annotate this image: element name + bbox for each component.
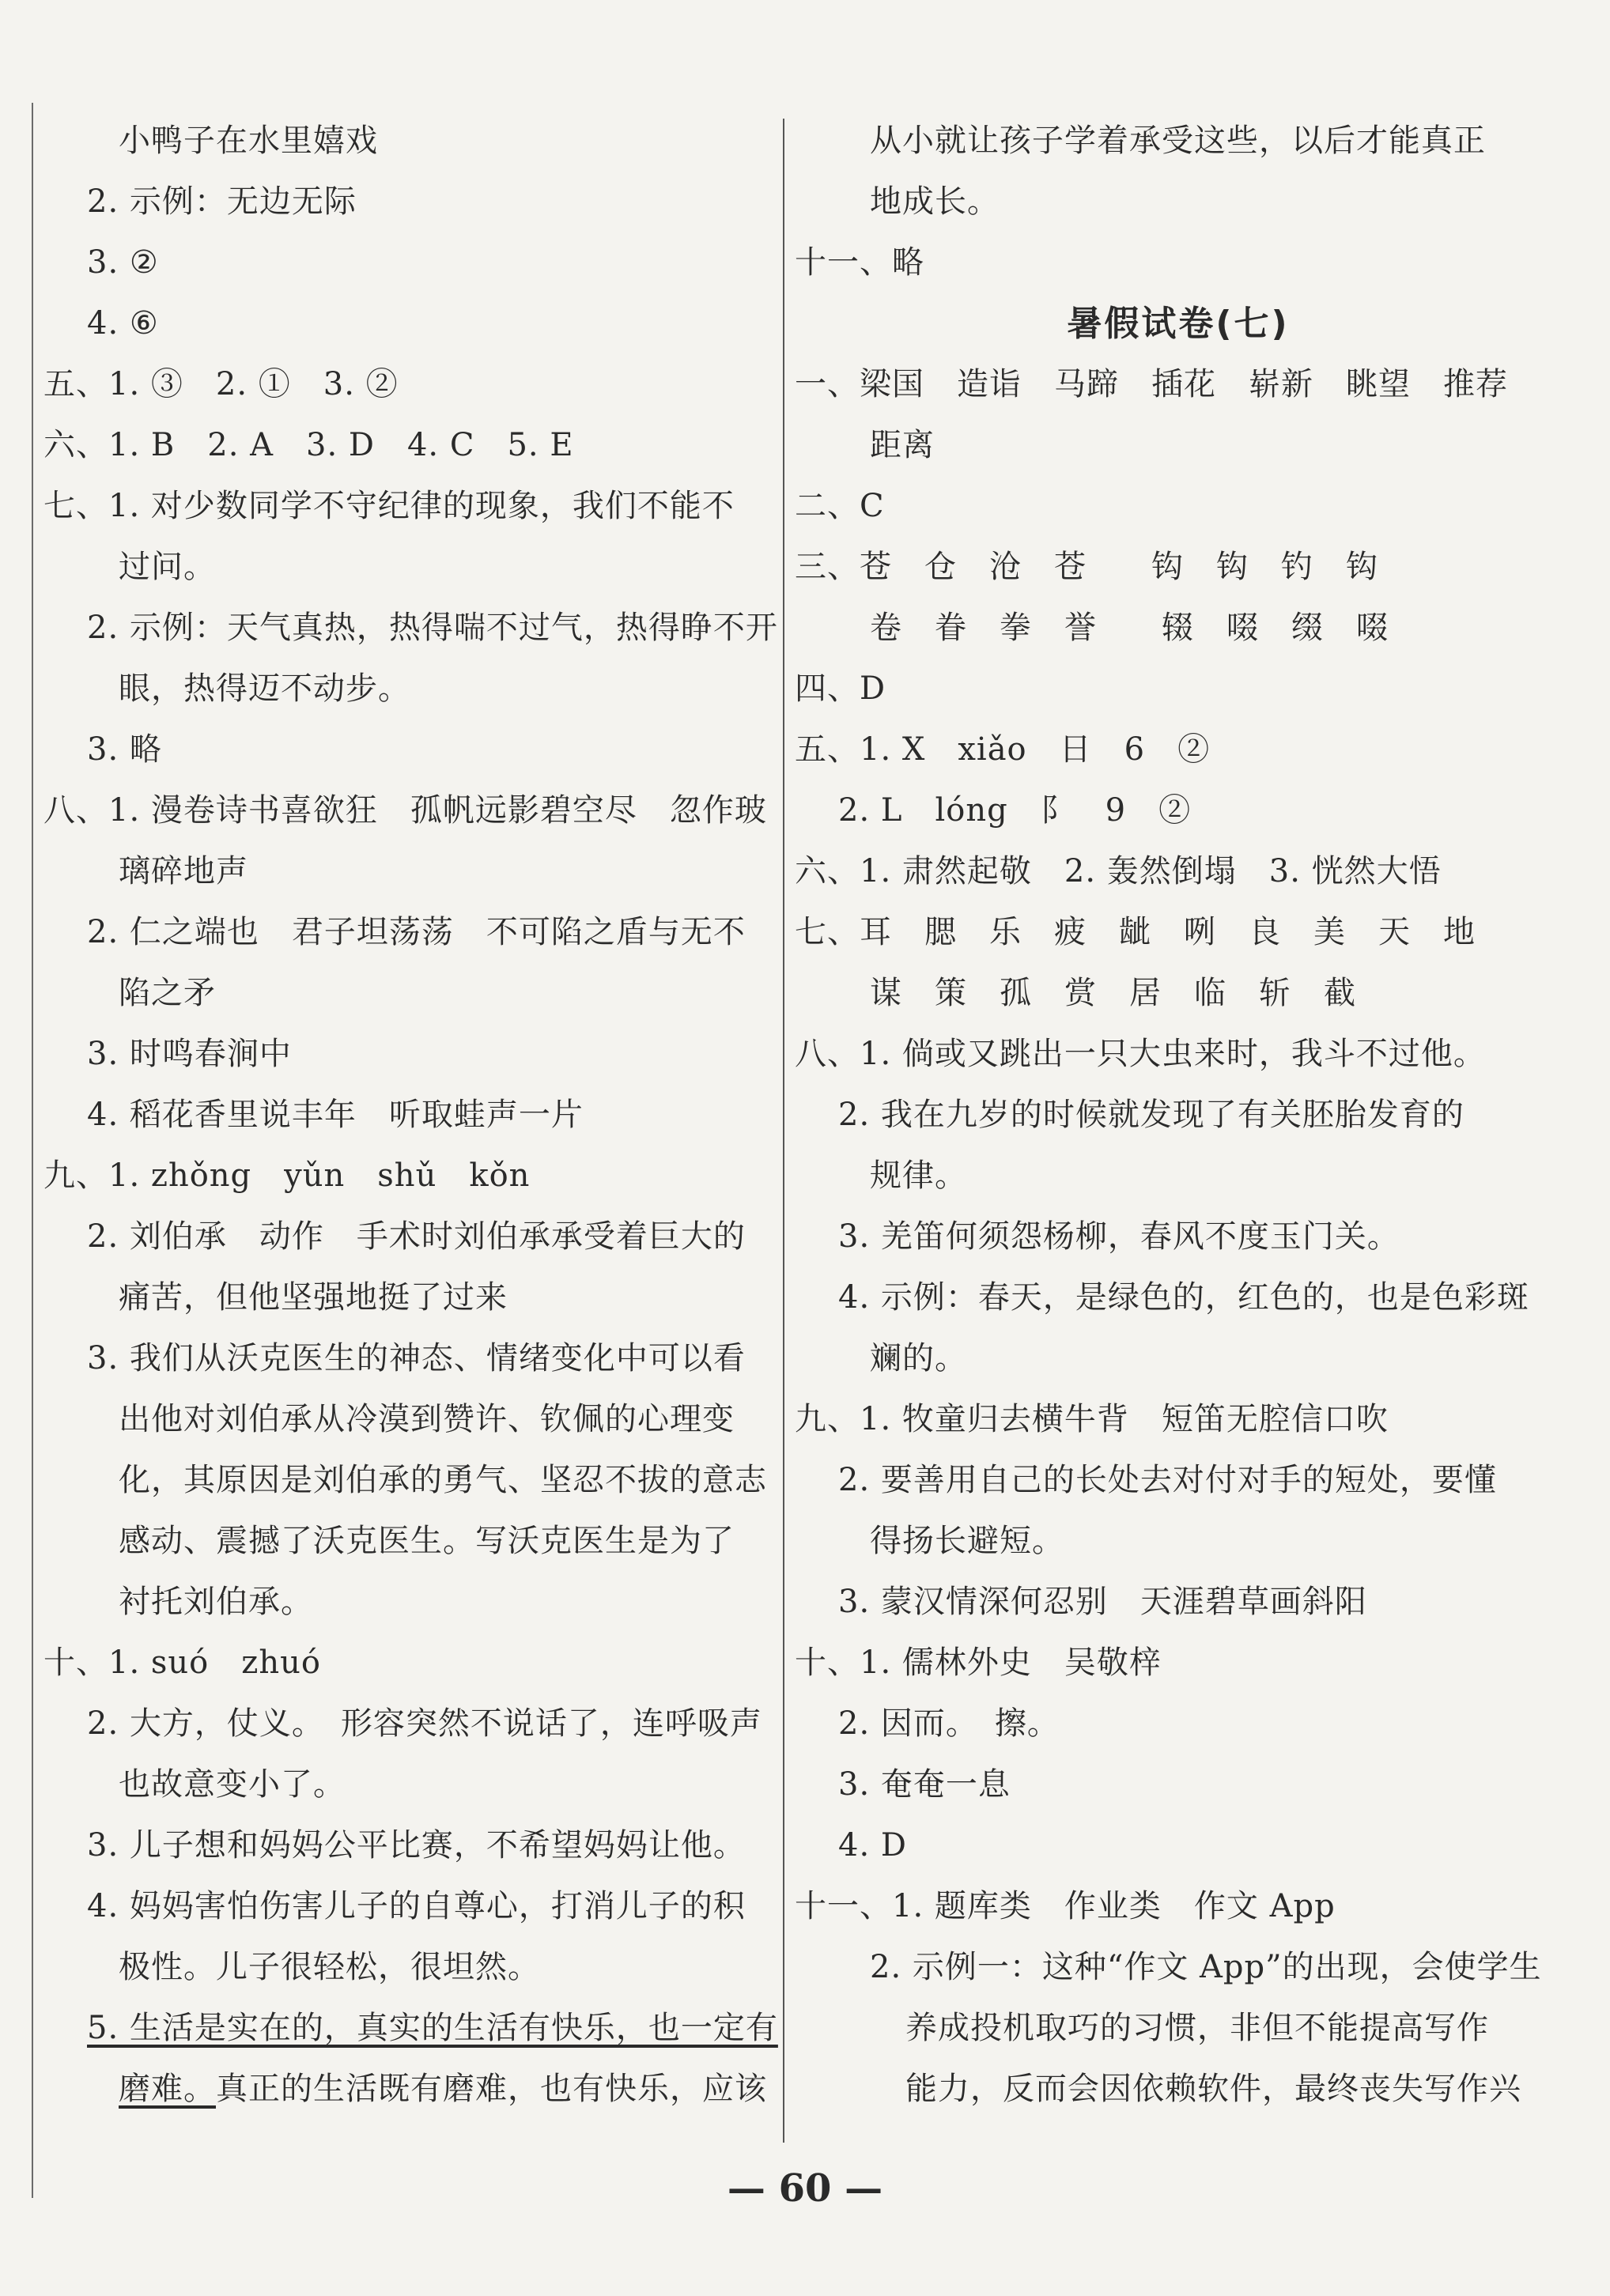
answer-line: 距离 bbox=[870, 427, 935, 463]
answer-line: 2. 大方，仗义。 形容突然不说话了，连呼吸声 bbox=[87, 1705, 762, 1742]
answer-line: 极性。儿子很轻松，很坦然。 bbox=[119, 1949, 540, 1985]
answer-line: 也故意变小了。 bbox=[119, 1766, 346, 1803]
answer-line: 化，其原因是刘伯承的勇气、坚忍不拔的意志 bbox=[119, 1462, 767, 1498]
answer-line: 五、1. ③ 2. ① 3. ② bbox=[43, 366, 399, 402]
underlined-answer-line: 5. 生活是实在的，真实的生活有快乐，也一定有 bbox=[87, 2010, 778, 2046]
answer-line: 眼，热得迈不动步。 bbox=[119, 670, 410, 707]
right-column bbox=[795, 111, 1562, 2120]
answer-line: 养成投机取巧的习惯，非但不能提高写作 bbox=[905, 2010, 1489, 2046]
answer-line: 4. ⑥ bbox=[87, 305, 159, 342]
answer-line: 二、C bbox=[795, 488, 885, 524]
answer-line: 四、D bbox=[795, 670, 886, 707]
answer-line: 3. 蒙汉情深何忍别 天涯碧草画斜阳 bbox=[838, 1584, 1367, 1620]
answer-line: 三、苍 仓 沧 苍 钩 钩 钓 钩 bbox=[795, 549, 1378, 585]
answer-line: 九、1. 牧童归去横牛背 短笛无腔信口吹 bbox=[795, 1401, 1389, 1437]
answer-line: 五、1. X xiǎo 日 6 ② bbox=[795, 731, 1211, 768]
answer-line: 地成长。 bbox=[870, 183, 1000, 220]
answer-line: 出他对刘伯承从冷漠到赞许、钦佩的心理变 bbox=[119, 1401, 735, 1437]
answer-line: 2. 刘伯承 动作 手术时刘伯承承受着巨大的 bbox=[87, 1218, 746, 1255]
answer-line: 六、1. 肃然起敬 2. 轰然倒塌 3. 恍然大悟 bbox=[795, 853, 1442, 889]
answer-line: 3. 我们从沃克医生的神态、情绪变化中可以看 bbox=[87, 1340, 746, 1376]
answer-line: 4. 稻花香里说丰年 听取蛙声一片 bbox=[87, 1097, 584, 1133]
answer-line: 十一、略 bbox=[795, 244, 924, 281]
binding-margin-line bbox=[32, 103, 33, 2198]
answer-line: 陷之矛 bbox=[119, 975, 216, 1011]
answer-line: 从小就让孩子学着承受这些，以后才能真正 bbox=[870, 123, 1486, 159]
answer-line: 璃碎地声 bbox=[119, 853, 248, 889]
answer-line: 3. 儿子想和妈妈公平比赛，不希望妈妈让他。 bbox=[87, 1827, 746, 1864]
answer-line: 4. 妈妈害怕伤害儿子的自尊心，打消儿子的积 bbox=[87, 1888, 746, 1924]
answer-line: 卷 眷 拳 誉 辍 啜 缀 啜 bbox=[870, 610, 1389, 646]
answer-line: 2. 要善用自己的长处去对付对手的短处，要懂 bbox=[838, 1462, 1497, 1498]
answer-line: 八、1. 倘或又跳出一只大虫来时，我斗不过他。 bbox=[795, 1036, 1486, 1072]
answer-line: 2. 因而。 擦。 bbox=[838, 1705, 1060, 1742]
answer-line: 十、1. suó zhuó bbox=[43, 1645, 321, 1681]
answer-line: 2. 示例：天气真热，热得喘不过气，热得睁不开 bbox=[87, 610, 778, 646]
answer-line: 4. D bbox=[838, 1827, 907, 1864]
answer-line: 七、1. 对少数同学不守纪律的现象，我们不能不 bbox=[43, 488, 735, 524]
answer-line: 感动、震撼了沃克医生。写沃克医生是为了 bbox=[119, 1523, 735, 1559]
answer-line: 谋 策 孤 赏 居 临 斩 截 bbox=[870, 975, 1356, 1011]
answer-line: 2. 仁之端也 君子坦荡荡 不可陷之盾与无不 bbox=[87, 914, 746, 950]
answer-line: 规律。 bbox=[870, 1157, 967, 1194]
answer-line: 九、1. zhǒng yǔn shǔ kǒn bbox=[43, 1157, 531, 1194]
answer-line: 2. L lóng 阝 9 ② bbox=[838, 792, 1192, 829]
answer-line: 能力，反而会因依赖软件，最终丧失写作兴 bbox=[905, 2071, 1521, 2107]
answer-text: 真正的生活既有磨难，也有快乐，应该 bbox=[216, 2071, 767, 2107]
page-number: — 60 — bbox=[727, 2166, 883, 2211]
answer-line bbox=[43, 2059, 767, 2120]
answer-line: 得扬长避短。 bbox=[870, 1523, 1064, 1559]
answer-line: 斓的。 bbox=[870, 1340, 967, 1376]
answer-line: 痛苦，但他坚强地挺了过来 bbox=[119, 1279, 508, 1316]
answer-line: 六、1. B 2. A 3. D 4. C 5. E bbox=[43, 427, 574, 463]
column-divider bbox=[783, 119, 784, 2143]
answer-line: 2. 我在九岁的时候就发现了有关胚胎发育的 bbox=[838, 1097, 1464, 1133]
answer-line: 3. 羌笛何须怨杨柳，春风不度玉门关。 bbox=[838, 1218, 1400, 1255]
answer-line: 3. 略 bbox=[87, 731, 162, 768]
answer-line: 3. ② bbox=[87, 244, 159, 281]
answer-line: 一、梁国 造诣 马蹄 插花 崭新 眺望 推荐 bbox=[795, 366, 1508, 402]
left-column bbox=[43, 111, 778, 2120]
answer-line: 2. 示例：无边无际 bbox=[87, 183, 357, 220]
answer-line: 过问。 bbox=[119, 549, 216, 585]
answer-line: 3. 奄奄一息 bbox=[838, 1766, 1011, 1803]
answer-line: 十、1. 儒林外史 吴敬梓 bbox=[795, 1645, 1162, 1681]
answer-line: 3. 时鸣春涧中 bbox=[87, 1036, 292, 1072]
answer-line: 小鸭子在水里嬉戏 bbox=[119, 123, 378, 159]
answer-line: 4. 示例：春天，是绿色的，红色的，也是色彩斑 bbox=[838, 1279, 1529, 1316]
answer-line: 衬托刘伯承。 bbox=[119, 1584, 313, 1620]
section-title: 暑假试卷(七) bbox=[1067, 304, 1290, 344]
answer-line: 十一、1. 题库类 作业类 作文 App bbox=[795, 1888, 1336, 1924]
answer-line: 八、1. 漫卷诗书喜欲狂 孤帆远影碧空尽 忽作玻 bbox=[43, 792, 767, 829]
answer-line: 七、耳 腮 乐 疲 龇 咧 良 美 天 地 bbox=[795, 914, 1476, 950]
answer-line: 2. 示例一：这种“作文 App”的出现，会使学生 bbox=[870, 1949, 1542, 1985]
underlined-answer-text: 磨难。 bbox=[119, 2071, 216, 2107]
